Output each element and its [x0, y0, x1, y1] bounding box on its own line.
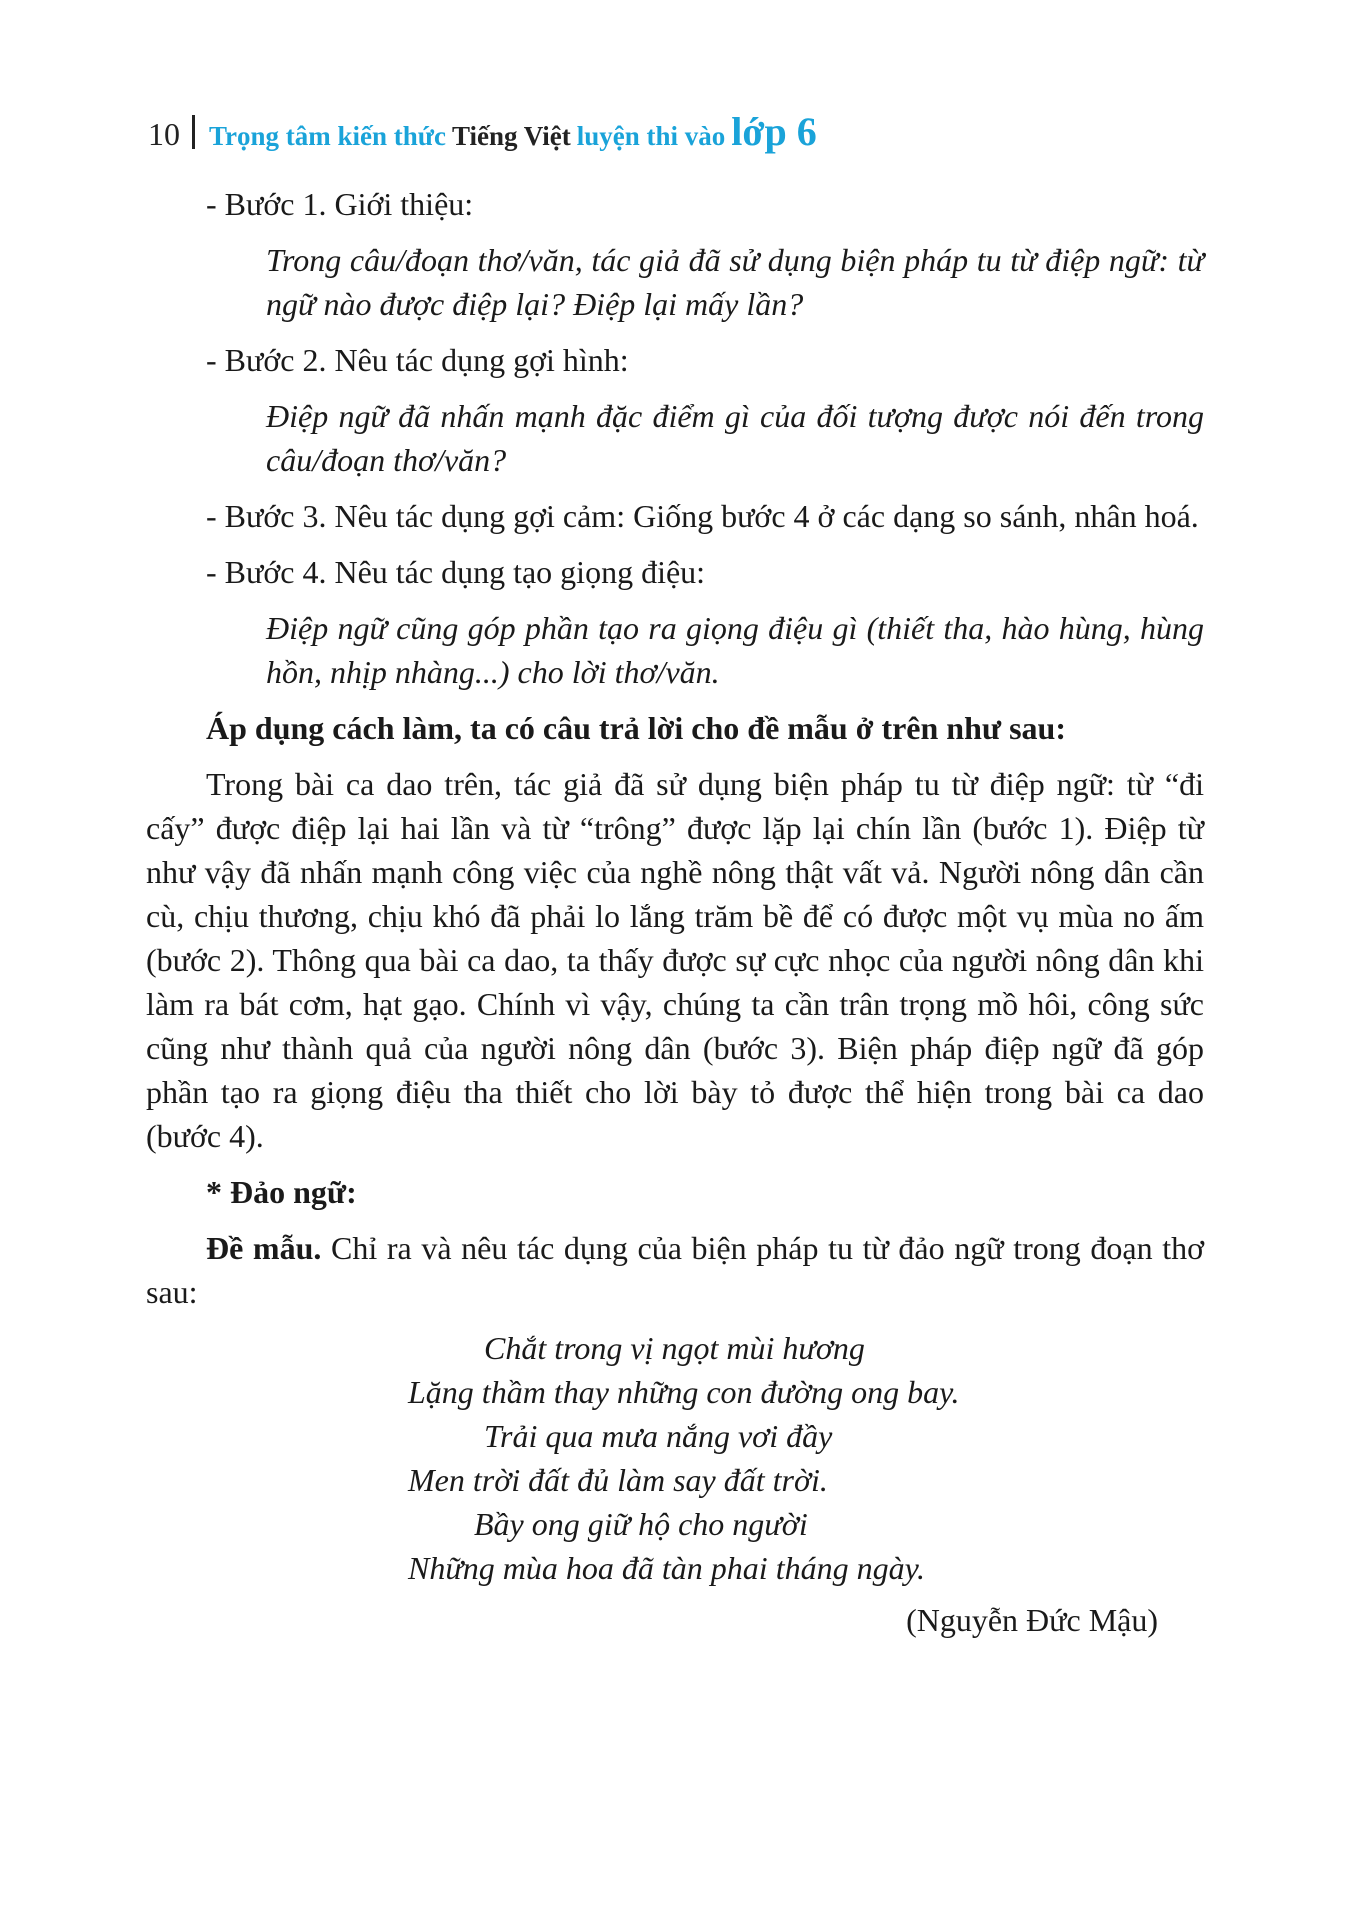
- poem-author: (Nguyễn Đức Mậu): [906, 1602, 1158, 1638]
- page-number: 10: [148, 116, 180, 152]
- poem-line-2: Lặng thầm thay những con đường ong bay.: [408, 1374, 960, 1410]
- step-4-label: - Bước 4. Nêu tác dụng tạo giọng điệu:: [206, 554, 706, 590]
- section-heading: * Đảo ngữ:: [206, 1174, 357, 1210]
- exercise-text: Chỉ ra và nêu tác dụng của biện pháp tu từ đảo ngữ trong đoạn thơ sau:: [146, 1230, 1205, 1310]
- header-title-part4: lớp 6: [731, 109, 817, 154]
- poem-line-3: Trải qua mưa nắng vơi đầy: [484, 1418, 833, 1454]
- poem-line-5: Bầy ong giữ hộ cho người: [474, 1506, 808, 1542]
- step-2-detail: Điệp ngữ đã nhấn mạnh đặc điểm gì của đối tượng được nói đến trong câu/đoạn thơ/văn?: [266, 398, 1204, 478]
- poem: [146, 1326, 1204, 1590]
- exercise-label: Đề mẫu.: [206, 1230, 322, 1266]
- step-1-label: - Bước 1. Giới thiệu:: [206, 186, 474, 222]
- poem-line-4: Men trời đất đủ làm say đất trời.: [408, 1462, 828, 1498]
- step-3-label: - Bước 3. Nêu tác dụng gợi cảm: Giống bước 4 ở các dạng so sánh, nhân hoá.: [206, 498, 1199, 534]
- header-title-part2: Tiếng Việt: [451, 121, 571, 151]
- answer-paragraph: Trong bài ca dao trên, tác giả đã sử dụng biện pháp tu từ điệp ngữ: từ “đi cấy” được điệp lại hai lần và từ “trông” được lặp lại chín lần (bước 1). Điệp từ như vậy đã nhấn mạnh công việc của nghề nông thật vất vả. Người nông dân cần cù, chịu thương, chịu khó đã phải lo lắng trăm bề để có được một vụ mùa no ấm (bước 2). Thông qua bài ca dao, ta thấy được sự cực nhọc của người nông dân khi làm ra bát cơm, hạt gạo. Chính vì vậy, chúng ta cần trân trọng mồ hôi, công sức cũng như thành quả của người nông dân (bước 3). Biện pháp điệp ngữ đã góp phần tạo ra giọng điệu tha thiết cho lời bày tỏ được thể hiện trong bài ca dao (bước 4).: [146, 766, 1204, 1154]
- step-1-detail: Trong câu/đoạn thơ/văn, tác giả đã sử dụng biện pháp tu từ điệp ngữ: từ ngữ nào được điệp lại? Điệp lại mấy lần?: [266, 242, 1204, 322]
- exercise-paragraph: [146, 1226, 1204, 1314]
- step-2-label: - Bước 2. Nêu tác dụng gợi hình:: [206, 342, 629, 378]
- page-header: [148, 108, 817, 154]
- header-title-part1: Trọng tâm kiến thức: [209, 121, 446, 151]
- header-divider: [192, 115, 195, 149]
- poem-line-1: Chắt trong vị ngọt mùi hương: [484, 1330, 865, 1366]
- step-4-detail: Điệp ngữ cũng góp phần tạo ra giọng điệu gì (thiết tha, hào hùng, hùng hồn, nhịp nhàng...) cho lời thơ/văn.: [266, 610, 1204, 690]
- header-title-part3: luyện thi vào: [576, 121, 726, 151]
- page-content: [146, 182, 1204, 1642]
- poem-line-6: Những mùa hoa đã tàn phai tháng ngày.: [408, 1550, 926, 1586]
- apply-heading: Áp dụng cách làm, ta có câu trả lời cho đề mẫu ở trên như sau:: [206, 710, 1066, 746]
